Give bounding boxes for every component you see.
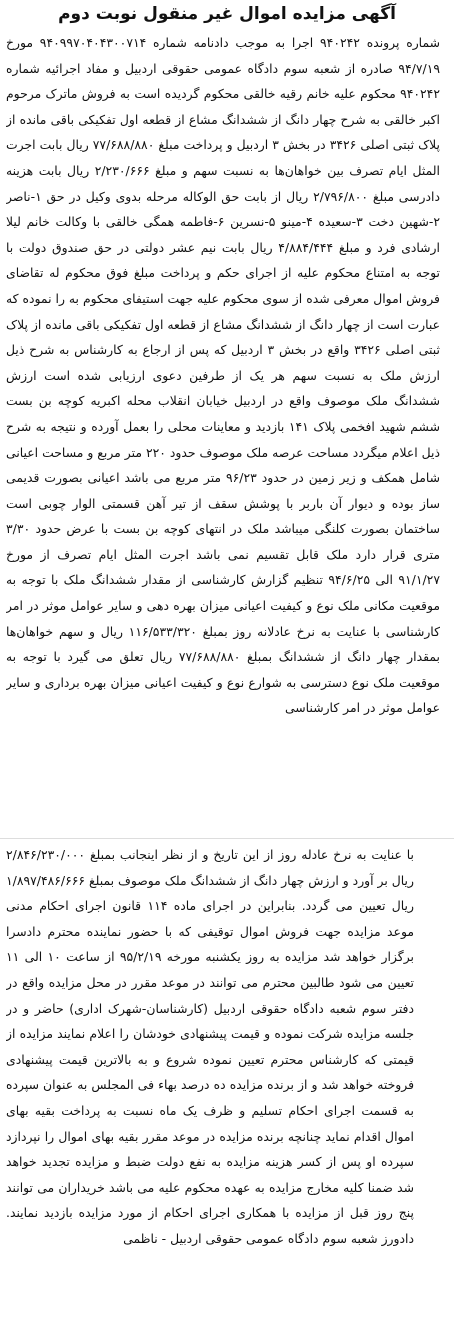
notice-body-part-2: با عنایت به نرخ عادله روز از این تاریخ و از نظر اینجانب بمبلغ ۲/۸۴۶/۲۳۰/۰۰۰ ریال بر آورد و ارزش چهار دانگ از ششدانگ ملک موصوف بمبلغ ۱/۸۹۷/۴۸۶/۶۶۶ ریال تعیین می گردد. بنابراین در اجرای ماده ۱۱۴ قانون اجرای احکام مدنی موعد مزایده جهت فروش اموال توقیفی که با حضور نماینده محترم دادسرا برگزار خواهد شد مزایده به روز یکشنبه مورخه ۹۵/۲/۱۹ از ساعت ۱۰ الی ۱۱ تعیین می شود طالبین محترم می توانند در موعد مقرر در محل مزایده واقع در دفتر سوم شعبه دادگاه حقوقی اردبیل (کارشناسان-شهرک اداری) حاضر و در جلسه مزایده شرکت نموده و قیمت پیشنهادی خودشان را اعلام نمایند مزایده از قیمتی که کارشناس محترم تعیین نموده شروع و به بالاترین قیمت پیشنهادی فروخته خواهد شد و از برنده مزایده ده درصد بهاء فی المجلس به عنوان سپرده به قسمت اجرای احکام تسلیم و ظرف یک ماه نسبت به پرداخت بقیه بهای اموال اقدام نماید چنانچه برنده مزایده در موعد مقرر بقیه بهای اموال را نپردازد سپرده او پس از کسر هزینه مزایده به نفع دولت ضبط و مزایده تجدید خواهد شد ضمنا کلیه مخارج مزایده به عهده محکوم علیه می باشد خریداران می توانند پنج روز قبل از مزایده با همکاری اجرای احکام از مورد مزایده بازدید نمایند. دادورز شعبه سوم دادگاه عمومی حقوقی اردبیل - ناظمی	[6, 847, 414, 1246]
notice-title: آگهی مزایده اموال غیر منقول نوبت دوم	[58, 4, 396, 24]
notice-body-part-1: شماره پرونده ۹۴۰۲۴۲ اجرا به موجب دادنامه شماره ۹۴۰۹۹۷۰۴۰۴۳۰۰۷۱۴ مورخ ۹۴/۷/۱۹ صادره از شعبه سوم دادگاه عمومی حقوقی اردبیل و مفاد اجرائیه شماره ۹۴۰۲۴۲ محکوم علیه خانم رقیه خالقی محکوم گردیده است به فروش ماترک مرحوم اکبر خالقی به شرح چهار دانگ از ششدانگ مشاع از قطعه اول تفکیکی باقی مانده از پلاک ثبتی اصلی ۳۴۲۶ در بخش ۳ اردبیل و پرداخت مبلغ ۷۷/۶۸۸/۸۸۰ ریال بابت اجرت المثل ایام تصرف بین خواهان‌ها به نسبت سهم و مبلغ ۲/۲۳۰/۶۶۶ ریال بابت هزینه دادرسی مبلغ ۲/۷۹۶/۸۰۰ ریال از بابت حق الوکاله مرحله بدوی وکیل در حق ۱-ناصر ۲-شهین دخت ۳-سعیده ۴-مینو ۵-نسرین ۶-فاطمه همگی خالقی با وکالت خانم لیلا ارشادی فرد و مبلغ ۴/۸۸۴/۴۴۴ ریال بابت نیم عشر دولتی در حق صندوق دولت با توجه به امتناع محکوم علیه از اجرای حکم و پرداخت مبلغ فوق محکوم له تقاضای فروش اموال معرفی شده از سوی محکوم علیه جهت استیفای محکوم به را نموده که عبارت است از چهار دانگ از ششدانگ مشاع از قطعه اول تفکیکی باقی مانده از پلاک ثبتی اصلی ۳۴۲۶ واقع در بخش ۳ اردبیل که پس از ارجاع به کارشناس به شرح ذیل ارزش ملک به نسبت سهم هر یک از طرفین دعوی ارزیابی شده است ارزش ششدانگ ملک موصوف واقع در اردبیل خیابان انقلاب محله اکبریه کوچه بن بست ششم شهید افخمی پلاک ۱۴۱ بازدید و معاینات محلی را بعمل آورده و نتیجه به شرح ذیل اعلام میگردد مساحت عرصه ملک موصوف حدود ۲۲۰ متر مربع و مساحت اعیانی شامل همکف و زیر زمین در حدود ۹۶/۲۳ متر مربع می باشد اعیانی بصورت قدیمی ساز بوده و دیوار آن باربر با پوشش سقف از تیر آهن قسمتی الوار چوبی است ساختمان بصورت کلنگی میباشد ملک در انتهای کوچه بن بست با عرض حدود ۳/۳۰ متری قرار دارد ملک قابل تقسیم نمی باشد اجرت المثل ایام تصرف از مورخ ۹۱/۱/۲۷ الی ۹۴/۶/۲۵ تنظیم گزارش کارشناسی از مقدار ششدانگ ملک با توجه به موقعیت مکانی ملک نوع و کیفیت اعیانی میزان بهره دهی و سایر عوامل موثر در امر کارشناسی با عنایت به نرخ عادلانه روز بمبلغ ۱۱۶/۵۳۳/۳۲۰ ریال و سهم خواهان‌ها بمقدار چهار دانگ از ششدانگ بمبلغ ۷۷/۶۸۸/۸۸۰ ریال تعلق می گیرد با توجه به موقعیت ملک نوع دسترسی به شوارع نوع و کیفیت اعیانی میزان بهره برداری و سایر عوامل موثر در امر کارشناسی	[6, 35, 440, 716]
column-divider	[0, 838, 454, 839]
